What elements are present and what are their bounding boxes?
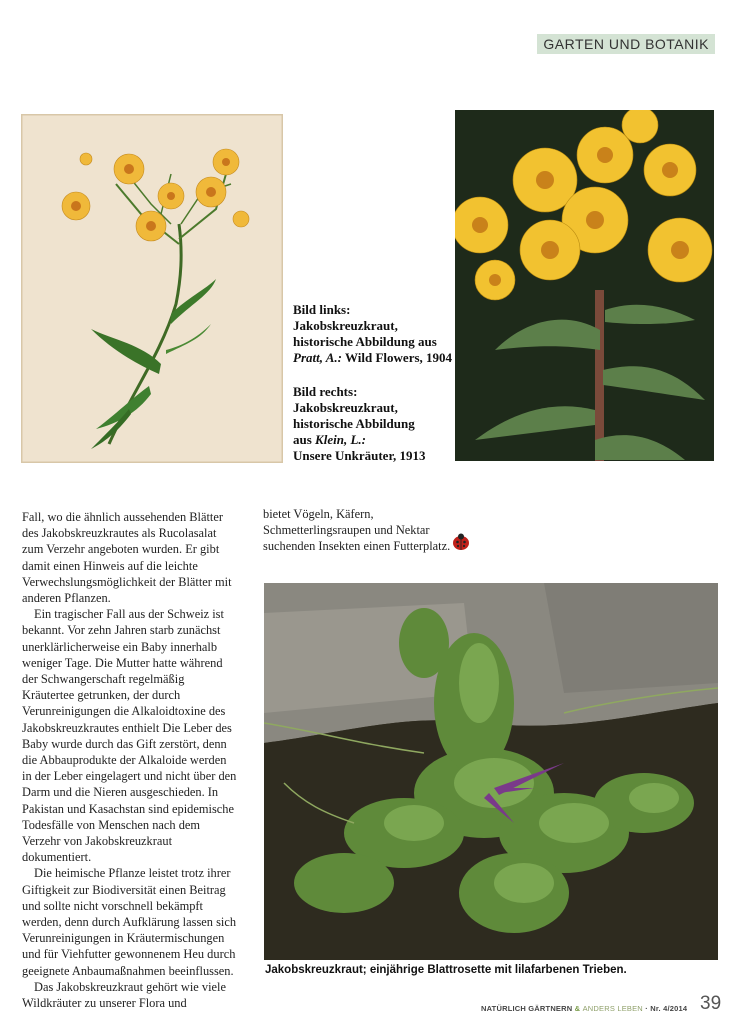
photo-caption: Jakobskreuzkraut; einjährige Blattrosette mit lilafarbenen Trieben. (265, 964, 627, 976)
page-number: 39 (700, 993, 722, 1014)
photo-rosette (264, 583, 718, 960)
paragraph: Fall, wo die ähnlich aussehenden Blätter des Jakobskreuzkrautes als Rucolasalat zum Verzehr angeboten wurden. Er gibt damit einen Hinweis auf die leichte Verwechslungsmöglichkeit der Blätter mit anderen Pflanzen. (22, 510, 232, 606)
paragraph: Das Jakobskreuzkraut gehört wie viele Wildkräuter zu unserer Flora und (22, 979, 226, 1011)
paragraph: Ein tragischer Fall aus der Schweiz ist bekannt. Vor zehn Jahren starb zunächst unerklärlicherweise ein Baby innerhalb weniger Tage. Die Mutter hatte während der Schwangerschaft regelmäßig Kräutertee getrunken, der durch Verunreinigungen die Alkaloidtoxine des Jakobskreuzkrautes enthielt Die Leber des Baby wurde durch das Gift zerstört, denn die Abbauprodukte der Alkaloide werden in der Leber eingelagert und nicht über den Darm und die Nieren ausgeschieden. In Pakistan und Kasachstan sind epidemische Todesfälle von Menschen nach dem Verzehr von Jakobskreuzkraut dokumentiert. (22, 607, 237, 865)
paragraph: Die heimische Pflanze leistet trotz ihrer Giftigkeit zur Biodiversität einen Beitrag und sollte nicht vorschnell bekämpft werden, denn durch Aufklärung lassen sich Verunreinigungen in Kräutermischungen und für Viehfutter gewonnenem Heu durch geeignete Anbaumaßnahmen beeinflussen. (22, 866, 237, 978)
footer-magazine: NATÜRLICH GÄRTNERN & ANDERS LEBEN · Nr. 4/2014 (481, 1004, 688, 1013)
ladybug-icon (450, 533, 472, 556)
caption-left: Bild links: Jakobskreuzkraut, historische Abbildung aus Pratt, A.: Wild Flowers, 1904 (293, 302, 453, 365)
article-column-1 (22, 509, 238, 1011)
illustration-right (455, 110, 714, 461)
caption-right: Bild rechts: Jakobskreuzkraut, historische Abbildung aus Klein, L.: Unsere Unkräuter, 1913 (293, 384, 426, 463)
section-title: GARTEN UND BOTANIK (537, 34, 715, 54)
illustration-left (21, 114, 283, 463)
article-column-2 (263, 506, 475, 555)
paragraph: bietet Vögeln, Käfern, Schmetterlingsraupen und Nektar suchenden Insekten einen Futterplatz. (263, 507, 451, 554)
